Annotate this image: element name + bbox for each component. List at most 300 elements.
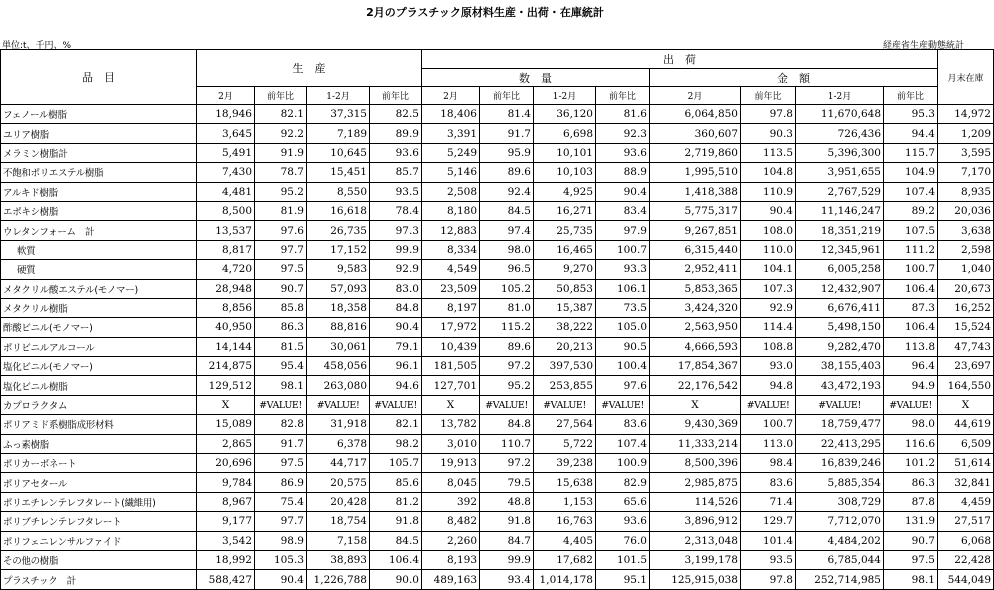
value-cell: 38,893	[307, 550, 370, 569]
value-cell: 78.4	[370, 201, 422, 220]
value-cell: 22,176,542	[650, 376, 741, 395]
value-cell: 16,271	[534, 201, 596, 220]
value-cell: 83.4	[596, 201, 650, 220]
value-cell: 253,855	[534, 376, 596, 395]
value-cell: 90.4	[255, 570, 307, 589]
value-cell: 44,717	[307, 454, 370, 473]
unit-note: 単位:t、千円、%	[2, 41, 72, 51]
value-cell: 90.7	[255, 279, 307, 298]
value-cell: 92.3	[596, 124, 650, 143]
value-cell: 108.0	[741, 221, 796, 240]
value-cell: 93.5	[741, 550, 796, 569]
value-cell: 93.6	[596, 512, 650, 531]
value-cell: 78.7	[255, 163, 307, 182]
value-cell: 214,875	[197, 357, 255, 376]
value-cell: 100.7	[741, 415, 796, 434]
value-cell: 5,722	[534, 434, 596, 453]
value-cell: 83.6	[741, 473, 796, 492]
item-name-cell: メタクリル樹脂	[1, 298, 197, 317]
subheader-cell: 2月	[197, 87, 255, 105]
value-cell: 97.4	[480, 221, 534, 240]
value-cell: 99.9	[370, 240, 422, 259]
value-cell: 98.2	[370, 434, 422, 453]
item-name-cell: 軟質	[1, 240, 197, 259]
value-cell: 79.5	[480, 473, 534, 492]
value-cell: 113.0	[741, 434, 796, 453]
value-cell: 20,673	[938, 279, 994, 298]
value-cell: 97.5	[884, 550, 938, 569]
value-cell: 11,333,214	[650, 434, 741, 453]
value-cell: 5,498,150	[796, 318, 884, 337]
value-cell: #VALUE!	[255, 395, 307, 414]
value-cell: 8,334	[422, 240, 480, 259]
value-cell: 93.5	[370, 182, 422, 201]
value-cell: 2,767,529	[796, 182, 884, 201]
value-cell: 10,439	[422, 337, 480, 356]
item-name-cell: アルキド樹脂	[1, 182, 197, 201]
value-cell: 114,526	[650, 492, 741, 511]
value-cell: 14,144	[197, 337, 255, 356]
value-cell: #VALUE!	[534, 395, 596, 414]
value-cell: 263,080	[307, 376, 370, 395]
value-cell: 458,056	[307, 357, 370, 376]
item-name-cell: 塩化ビニル樹脂	[1, 376, 197, 395]
value-cell: 88.9	[596, 163, 650, 182]
value-cell: 18,946	[197, 105, 255, 124]
value-cell: 20,696	[197, 454, 255, 473]
value-cell: 20,213	[534, 337, 596, 356]
value-cell: 93.3	[596, 260, 650, 279]
item-name-cell: ポリアセタール	[1, 473, 197, 492]
value-cell: 16,839,246	[796, 454, 884, 473]
value-cell: 32,841	[938, 473, 994, 492]
value-cell: 8,500	[197, 201, 255, 220]
source-note: 経産省生産動態統計	[882, 41, 964, 51]
value-cell: 18,754	[307, 512, 370, 531]
value-cell: 7,170	[938, 163, 994, 182]
value-cell: 26,735	[307, 221, 370, 240]
value-cell: 81.9	[255, 201, 307, 220]
table-row	[1, 163, 994, 182]
value-cell: 27,564	[534, 415, 596, 434]
value-cell: 2,952,411	[650, 260, 741, 279]
table-body	[1, 105, 994, 590]
value-cell: 85.6	[370, 473, 422, 492]
value-cell: 11,670,648	[796, 105, 884, 124]
value-cell: 726,436	[796, 124, 884, 143]
value-cell: 95.4	[255, 357, 307, 376]
value-cell: 9,430,369	[650, 415, 741, 434]
value-cell: 87.3	[884, 298, 938, 317]
value-cell: 107.4	[596, 434, 650, 453]
value-cell: 97.6	[596, 376, 650, 395]
value-cell: 3,638	[938, 221, 994, 240]
value-cell: 252,714,985	[796, 570, 884, 589]
value-cell: 3,010	[422, 434, 480, 453]
value-cell: 9,583	[307, 260, 370, 279]
value-cell: 82.9	[596, 473, 650, 492]
item-name-cell: ポリアミド系樹脂成形材料	[1, 415, 197, 434]
subheader-cell: 前年比	[370, 87, 422, 105]
value-cell: 99.9	[480, 550, 534, 569]
value-cell: #VALUE!	[370, 395, 422, 414]
value-cell: 8,817	[197, 240, 255, 259]
value-cell: 86.3	[255, 318, 307, 337]
value-cell: 98.1	[255, 376, 307, 395]
value-cell: 1,014,178	[534, 570, 596, 589]
value-cell: 5,249	[422, 143, 480, 162]
value-cell: 82.5	[370, 105, 422, 124]
value-cell: 23,509	[422, 279, 480, 298]
table-row	[1, 240, 994, 259]
value-cell: 9,267,851	[650, 221, 741, 240]
value-cell: 50,853	[534, 279, 596, 298]
value-cell: 1,153	[534, 492, 596, 511]
value-cell: 2,985,875	[650, 473, 741, 492]
value-cell: 360,607	[650, 124, 741, 143]
value-cell: 93.0	[741, 357, 796, 376]
subheader-cell: 前年比	[596, 87, 650, 105]
value-cell: 37,315	[307, 105, 370, 124]
value-cell: 84.5	[370, 531, 422, 550]
value-cell: 2,313,048	[650, 531, 741, 550]
value-cell: 5,853,365	[650, 279, 741, 298]
value-cell: 91.9	[255, 143, 307, 162]
item-name-cell: 不飽和ポリエステル樹脂	[1, 163, 197, 182]
value-cell: 104.9	[884, 163, 938, 182]
value-cell: 27,517	[938, 512, 994, 531]
value-cell: 125,915,038	[650, 570, 741, 589]
value-cell: 588,427	[197, 570, 255, 589]
value-cell: 106.4	[884, 318, 938, 337]
value-cell: 97.5	[255, 454, 307, 473]
table-row	[1, 279, 994, 298]
value-cell: 3,391	[422, 124, 480, 143]
value-cell: 8,500,396	[650, 454, 741, 473]
value-cell: 84.7	[480, 531, 534, 550]
value-cell: 20,575	[307, 473, 370, 492]
value-cell: 40,950	[197, 318, 255, 337]
value-cell: 87.8	[884, 492, 938, 511]
value-cell: 11,146,247	[796, 201, 884, 220]
value-cell: 17,152	[307, 240, 370, 259]
table-row	[1, 376, 994, 395]
value-cell: 100.4	[596, 357, 650, 376]
value-cell: 94.4	[884, 124, 938, 143]
value-cell: 181,505	[422, 357, 480, 376]
value-cell: 4,459	[938, 492, 994, 511]
production-header: 生 産	[197, 50, 422, 87]
value-cell: 92.9	[741, 298, 796, 317]
table-row	[1, 492, 994, 511]
value-cell: 30,061	[307, 337, 370, 356]
value-cell: 107.5	[884, 221, 938, 240]
value-cell: 18,992	[197, 550, 255, 569]
value-cell: 105.0	[596, 318, 650, 337]
table-row	[1, 434, 994, 453]
value-cell: 308,729	[796, 492, 884, 511]
value-cell: 397,530	[534, 357, 596, 376]
value-cell: 1,226,788	[307, 570, 370, 589]
value-cell: 101.4	[741, 531, 796, 550]
value-cell: 8,197	[422, 298, 480, 317]
value-cell: 28,948	[197, 279, 255, 298]
value-cell: 7,712,070	[796, 512, 884, 531]
value-cell: 105.3	[255, 550, 307, 569]
value-cell: 104.8	[741, 163, 796, 182]
value-cell: 39,238	[534, 454, 596, 473]
value-cell: 19,913	[422, 454, 480, 473]
value-cell: 4,666,593	[650, 337, 741, 356]
value-cell: 108.8	[741, 337, 796, 356]
value-cell: 94.8	[741, 376, 796, 395]
value-cell: 113.8	[884, 337, 938, 356]
value-cell: 89.2	[884, 201, 938, 220]
table-row	[1, 550, 994, 569]
value-cell: #VALUE!	[480, 395, 534, 414]
value-cell: 115.7	[884, 143, 938, 162]
value-cell: 8,856	[197, 298, 255, 317]
value-cell: 8,482	[422, 512, 480, 531]
table-row	[1, 531, 994, 550]
value-cell: 110.9	[741, 182, 796, 201]
value-cell: 83.6	[596, 415, 650, 434]
value-cell: 96.4	[884, 357, 938, 376]
value-cell: 10,101	[534, 143, 596, 162]
value-cell: 20,428	[307, 492, 370, 511]
value-cell: 98.1	[884, 570, 938, 589]
value-cell: 88,816	[307, 318, 370, 337]
value-cell: 15,524	[938, 318, 994, 337]
value-cell: 31,918	[307, 415, 370, 434]
subheader-cell: 前年比	[741, 87, 796, 105]
value-cell: 90.5	[596, 337, 650, 356]
subheader-cell: 前年比	[884, 87, 938, 105]
value-cell: 8,550	[307, 182, 370, 201]
value-cell: 17,972	[422, 318, 480, 337]
value-cell: 22,413,295	[796, 434, 884, 453]
value-cell: 81.2	[370, 492, 422, 511]
value-cell: 110.7	[480, 434, 534, 453]
value-cell: 96.1	[370, 357, 422, 376]
value-cell: 97.3	[370, 221, 422, 240]
value-cell: 3,951,655	[796, 163, 884, 182]
value-cell: 98.4	[741, 454, 796, 473]
value-cell: 101.5	[596, 550, 650, 569]
table-row	[1, 124, 994, 143]
value-cell: 107.3	[741, 279, 796, 298]
value-cell: 14,972	[938, 105, 994, 124]
statistics-table	[0, 49, 994, 590]
value-cell: 97.7	[255, 240, 307, 259]
value-cell: 8,180	[422, 201, 480, 220]
value-cell: 1,209	[938, 124, 994, 143]
value-cell: 22,428	[938, 550, 994, 569]
value-cell: 2,508	[422, 182, 480, 201]
value-cell: 82.8	[255, 415, 307, 434]
value-cell: 97.8	[741, 105, 796, 124]
value-cell: 90.4	[741, 201, 796, 220]
value-cell: 98.0	[480, 240, 534, 259]
value-cell: 81.6	[596, 105, 650, 124]
value-cell: 12,432,907	[796, 279, 884, 298]
value-cell: 5,146	[422, 163, 480, 182]
value-cell: #VALUE!	[884, 395, 938, 414]
value-cell: 96.5	[480, 260, 534, 279]
item-name-cell: ポリエチレンテレフタレート(繊維用)	[1, 492, 197, 511]
value-cell: 6,378	[307, 434, 370, 453]
value-cell: 2,563,950	[650, 318, 741, 337]
value-cell: 127,701	[422, 376, 480, 395]
value-cell: 7,158	[307, 531, 370, 550]
value-cell: 107.4	[884, 182, 938, 201]
value-cell: 7,430	[197, 163, 255, 182]
value-cell: 86.9	[255, 473, 307, 492]
value-cell: 18,759,477	[796, 415, 884, 434]
value-cell: 82.1	[255, 105, 307, 124]
table-row	[1, 298, 994, 317]
value-cell: 81.0	[480, 298, 534, 317]
value-cell: 3,424,320	[650, 298, 741, 317]
value-cell: 95.1	[596, 570, 650, 589]
subheader-cell: 前年比	[255, 87, 307, 105]
value-cell: 81.5	[255, 337, 307, 356]
item-name-cell: ウレタンフォーム 計	[1, 221, 197, 240]
value-cell: 16,465	[534, 240, 596, 259]
item-name-cell: 塩化ビニル(モノマー)	[1, 357, 197, 376]
value-cell: 93.6	[596, 143, 650, 162]
value-cell: 48.8	[480, 492, 534, 511]
value-cell: 106.1	[596, 279, 650, 298]
value-cell: 8,967	[197, 492, 255, 511]
value-cell: 20,036	[938, 201, 994, 220]
value-cell: 6,064,850	[650, 105, 741, 124]
value-cell: 10,645	[307, 143, 370, 162]
table-row	[1, 473, 994, 492]
value-cell: 76.0	[596, 531, 650, 550]
value-cell: 91.8	[480, 512, 534, 531]
value-cell: 65.6	[596, 492, 650, 511]
item-header: 品 目	[1, 50, 197, 105]
value-cell: 17,854,367	[650, 357, 741, 376]
value-cell: 92.4	[480, 182, 534, 201]
value-cell: 4,481	[197, 182, 255, 201]
value-cell: 97.8	[741, 570, 796, 589]
item-name-cell: その他の樹脂	[1, 550, 197, 569]
table-row	[1, 570, 994, 589]
value-cell: 91.8	[370, 512, 422, 531]
value-cell: 106.4	[370, 550, 422, 569]
item-name-cell: フェノール樹脂	[1, 105, 197, 124]
subheader-cell: 1-2月	[307, 87, 370, 105]
value-cell: 16,763	[534, 512, 596, 531]
value-cell: 105.7	[370, 454, 422, 473]
value-cell: 4,720	[197, 260, 255, 279]
value-cell: 110.0	[741, 240, 796, 259]
value-cell: 89.9	[370, 124, 422, 143]
table-row	[1, 357, 994, 376]
value-cell: 5,775,317	[650, 201, 741, 220]
item-name-cell: 硬質	[1, 260, 197, 279]
value-cell: X	[422, 395, 480, 414]
value-cell: 92.2	[255, 124, 307, 143]
value-cell: 25,735	[534, 221, 596, 240]
table-row	[1, 221, 994, 240]
value-cell: 47,743	[938, 337, 994, 356]
value-cell: 36,120	[534, 105, 596, 124]
value-cell: 57,093	[307, 279, 370, 298]
value-cell: #VALUE!	[796, 395, 884, 414]
value-cell: 18,406	[422, 105, 480, 124]
value-cell: 8,935	[938, 182, 994, 201]
value-cell: 5,396,300	[796, 143, 884, 162]
value-cell: 115.2	[480, 318, 534, 337]
value-cell: X	[197, 395, 255, 414]
value-cell: 90.4	[596, 182, 650, 201]
value-cell: 12,883	[422, 221, 480, 240]
value-cell: 111.2	[884, 240, 938, 259]
value-cell: 3,896,912	[650, 512, 741, 531]
item-name-cell: ポリフェニレンサルファイド	[1, 531, 197, 550]
value-cell: 16,618	[307, 201, 370, 220]
value-cell: 106.4	[884, 279, 938, 298]
value-cell: 9,177	[197, 512, 255, 531]
value-cell: 5,491	[197, 143, 255, 162]
item-name-cell: ユリア樹脂	[1, 124, 197, 143]
value-cell: 105.2	[480, 279, 534, 298]
subheader-cell: 前年比	[480, 87, 534, 105]
value-cell: 16,252	[938, 298, 994, 317]
value-cell: 81.4	[480, 105, 534, 124]
value-cell: 79.1	[370, 337, 422, 356]
value-cell: 4,405	[534, 531, 596, 550]
value-cell: 90.4	[370, 318, 422, 337]
value-cell: 18,351,219	[796, 221, 884, 240]
value-cell: 1,040	[938, 260, 994, 279]
value-cell: 98.0	[884, 415, 938, 434]
value-cell: 98.9	[255, 531, 307, 550]
value-cell: 75.4	[255, 492, 307, 511]
value-cell: 85.8	[255, 298, 307, 317]
subheader-cell: 2月	[422, 87, 480, 105]
value-cell: 2,598	[938, 240, 994, 259]
report-title: 2月のプラスチック原材料生産・出荷・在庫統計	[366, 6, 604, 19]
item-name-cell: ポリカーボネート	[1, 454, 197, 473]
value-cell: 12,345,961	[796, 240, 884, 259]
value-cell: 392	[422, 492, 480, 511]
value-cell: X	[938, 395, 994, 414]
value-cell: 6,315,440	[650, 240, 741, 259]
value-cell: 129,512	[197, 376, 255, 395]
value-cell: 15,089	[197, 415, 255, 434]
value-cell: 13,782	[422, 415, 480, 434]
subheader-cell: 2月	[650, 87, 741, 105]
value-cell: 73.5	[596, 298, 650, 317]
value-cell: 6,005,258	[796, 260, 884, 279]
quantity-header: 数 量	[422, 69, 650, 87]
value-cell: 15,638	[534, 473, 596, 492]
value-cell: 8,045	[422, 473, 480, 492]
value-cell: 86.3	[884, 473, 938, 492]
shipment-header: 出 荷	[422, 50, 938, 69]
value-cell: 8,193	[422, 550, 480, 569]
value-cell: 114.4	[741, 318, 796, 337]
value-cell: 101.2	[884, 454, 938, 473]
value-cell: 100.7	[884, 260, 938, 279]
table-row	[1, 454, 994, 473]
item-name-cell: メタクリル酸エステル(モノマー)	[1, 279, 197, 298]
value-cell: 1,418,388	[650, 182, 741, 201]
